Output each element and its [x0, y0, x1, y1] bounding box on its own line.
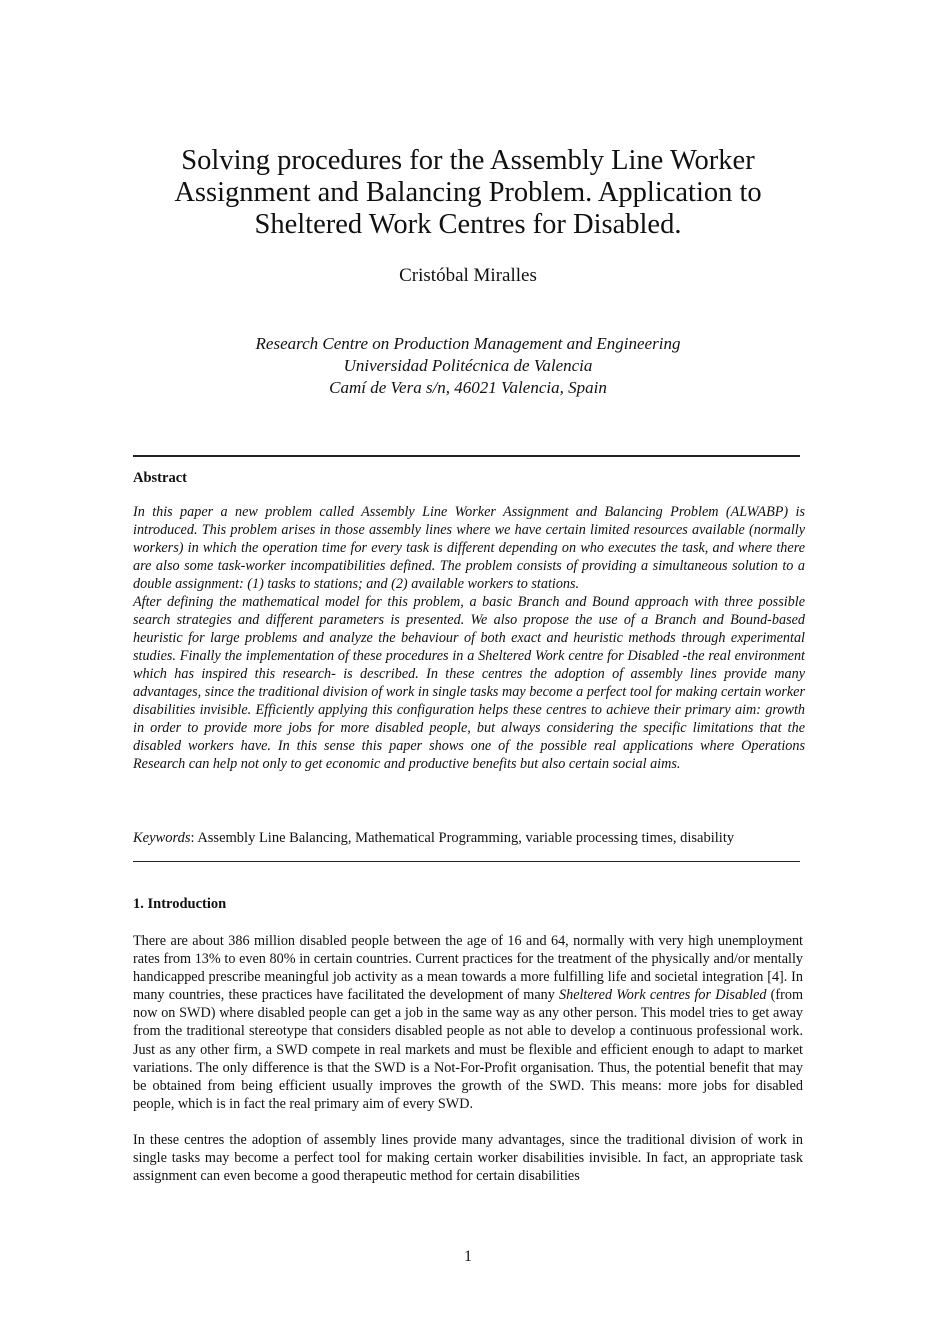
intro-p1-part-b: (from now on SWD) where disabled people can get a job in the same way as any other person. This model tries to get away from the traditional stereotype that considers disabled people as not able to develop a continuous professional work. Just as any other firm, a SWD compete in real markets and must be flexible and efficient enough to adapt to market variations. The only difference is that the SWD is a Not-For-Profit organisation. Thus, the potential benefit that may be obtained from being efficient usually improves the growth of the SWD. This means: more jobs for disabled people, which is in fact the real primary aim of every SWD.	[133, 987, 803, 1112]
title-line-2: Assignment and Balancing Problem. Application to	[174, 177, 762, 208]
abstract-paragraph-2: After defining the mathematical model for this problem, a basic Branch and Bound approach with three possible search strategies and different parameters is presented. We also propose the use of a Branch and Bound-based heuristic for large problems and analyze the behaviour of both exact and heuristic methods through experimental studies. Finally the implementation of these procedures in a Sheltered Work centre for Disabled -the real environment which has inspired this research- is described. In these centres the adoption of assembly lines provide many advantages, since the traditional division of work in single tasks may become a perfect tool for making certain worker disabilities invisible. Efficiently applying this configuration helps these centres to achieve their primary aim: growth in order to provide more jobs for more disabled people, but always considering the specific limitations that the disabled workers have. In this sense this paper shows one of the possible real applications where Operations Research can help not only to get economic and productive benefits but also certain social aims.	[133, 594, 805, 772]
intro-paragraph-1	[133, 932, 803, 1113]
keywords	[133, 830, 805, 847]
keywords-label: Keywords	[133, 830, 191, 846]
section-heading-introduction: 1. Introduction	[133, 896, 227, 912]
author-name: Cristóbal Miralles	[399, 265, 537, 286]
intro-p1-part-a: There are about 386 million disabled people between the age of 16 and 64, normally with very high unemployment rates from 13% to even 80% in certain countries. Current practices for the treatment of the physically and/or mentally handicapped prescribe meaningful job activity as a mean towards a more fulfilling life and societal integration [4]. In many countries, these practices have facilitated the development of many	[133, 933, 803, 1004]
title-line-1: Solving procedures for the Assembly Line Worker	[181, 145, 755, 176]
page-number: 1	[464, 1248, 472, 1265]
keywords-text: : Assembly Line Balancing, Mathematical Programming, variable processing times, disability	[190, 830, 735, 846]
title-line-3: Sheltered Work Centres for Disabled.	[254, 209, 682, 240]
affiliation-line-2: Universidad Politécnica de Valencia	[343, 356, 593, 375]
abstract-paragraph-1: In this paper a new problem called Assembly Line Worker Assignment and Balancing Problem (ALWABP) is introduced. This problem arises in those assembly lines where we have certain limited resources available (normally workers) in which the operation time for every task is different depending on who executes the task, and where there are also some task-worker incompatibilities defined. The problem consists of providing a simultaneous solution to a double assignment: (1) tasks to stations; and (2) available workers to stations.	[133, 504, 805, 592]
abstract-body	[133, 503, 805, 773]
intro-p1-italic-term: Sheltered Work centres for Disabled	[559, 987, 767, 1004]
paper-title	[100, 145, 836, 241]
introduction-body	[133, 932, 803, 1203]
affiliation-line-1: Research Centre on Production Management and Engineering	[255, 334, 681, 353]
abstract-top-rule	[133, 455, 800, 457]
affiliation-line-3: Camí de Vera s/n, 46021 Valencia, Spain	[329, 378, 607, 397]
affiliation	[0, 333, 936, 399]
abstract-heading: Abstract	[133, 470, 187, 486]
intro-paragraph-2: In these centres the adoption of assembly lines provide many advantages, since the traditional division of work in single tasks may become a perfect tool for making certain worker disabilities invisible. In fact, an appropriate task assignment can even become a good therapeutic method for certain disabilities	[133, 1131, 803, 1185]
abstract-bottom-rule	[133, 861, 800, 862]
